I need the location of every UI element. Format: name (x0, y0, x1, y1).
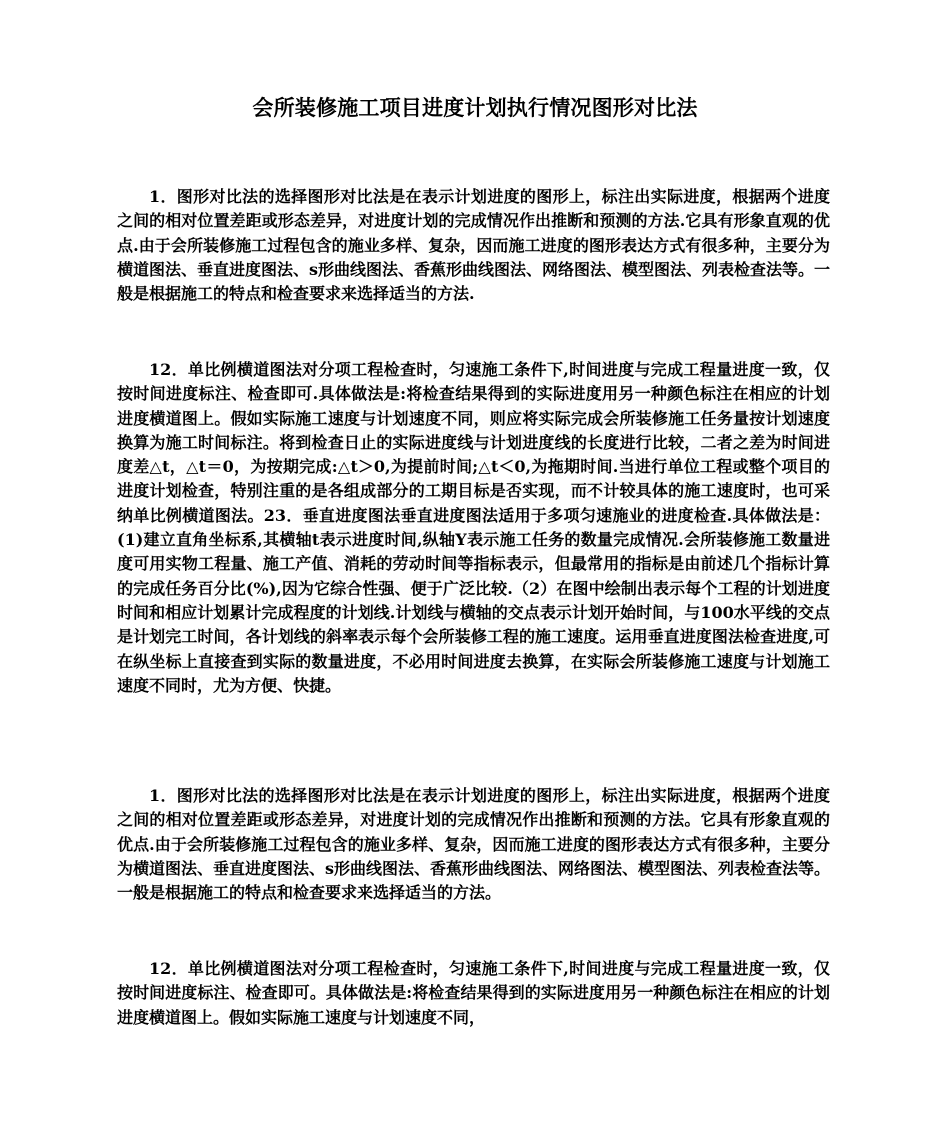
paragraph-bar-chart-repeat: 12．单比例横道图法对分项工程检查时，匀速施工条件下,时间进度与完成工程量进度一致，仅按时间进度标注、检查即可。具体做法是:将检查结果得到的实际进度用另一种颜色标注在相应的计划进度横道图上。假如实际施工速度与计划速度不同， (117, 959, 830, 1027)
paragraph-graphic-comparison-repeat: 1．图形对比法的选择图形对比法是在表示计划进度的图形上，标注出实际进度，根据两个进度之间的相对位置差距或形态差异，对进度计划的完成情况作出推断和预测的方法。它具有形象直观的优点.由于会所装修施工过程包含的施业多样、复杂，因而施工进度的图形表达方式有很多种，主要分为横道图法、垂直进度图法、s形曲线图法、香蕉形曲线图法、网络图法、模型图法、列表检查法等。一般是根据施工的特点和检查要求来选择适当的方法。 (117, 786, 831, 903)
paragraph-bar-chart-and-vertical-method: 12．单比例横道图法对分项工程检查时，匀速施工条件下,时间进度与完成工程量进度一致，仅按时间进度标注、检查即可.具体做法是:将检查结果得到的实际进度用另一种颜色标注在相应的计划进度横道图上。假如实际施工速度与计划速度不同，则应将实际完成会所装修施工任务量按计划速度换算为施工时间标注。将到检查日止的实际进度线与计划进度线的长度进行比较，二者之差为时间进度差△t，△t＝0，为按期完成:△t＞0,为提前时间;△t＜0,为拖期时间.当进行单位工程或整个项目的进度计划检查，特别注重的是各组成部分的工期目标是否实现，而不计较具体的施工速度时，也可采纳单比例横道图法。23．垂直进度图法垂直进度图法适用于多项匀速施业的进度检查.具体做法是：(1)建立直角坐标系,其横轴t表示进度时间,纵轴Y表示施工任务的数量完成情况.会所装修施工数量进度可用实物工程量、施工产值、消耗的劳动时间等指标表示，但最常用的指标是由前述几个指标计算的完成任务百分比(%),因为它综合性强、便于广泛比较.（2）在图中绘制出表示每个工程的计划进度时间和相应计划累计完成程度的计划线.计划线与横轴的交点表示计划开始时间，与100水平线的交点是计划完工时间，各计划线的斜率表示每个会所装修工程的施工速度。运用垂直进度图法检查进度,可在纵坐标上直接查到实际的数量进度，不必用时间进度去换算，在实际会所装修施工速度与计划施工速度不同时，尤为方便、快捷。 (117, 360, 830, 695)
document-title: 会所装修施工项目进度计划执行情况图形对比法 (252, 95, 698, 120)
paragraph-graphic-comparison-intro: 1．图形对比法的选择图形对比法是在表示计划进度的图形上，标注出实际进度，根据两个进度之间的相对位置差距或形态差异，对进度计划的完成情况作出推断和预测的方法.它具有形象直观的优点.由于会所装修施工过程包含的施业多样、复杂，因而施工进度的图形表达方式有很多种，主要分为横道图法、垂直进度图法、s形曲线图法、香蕉形曲线图法、网络图法、模型图法、列表检查法等。一般是根据施工的特点和检查要求来选择适当的方法. (117, 187, 831, 304)
